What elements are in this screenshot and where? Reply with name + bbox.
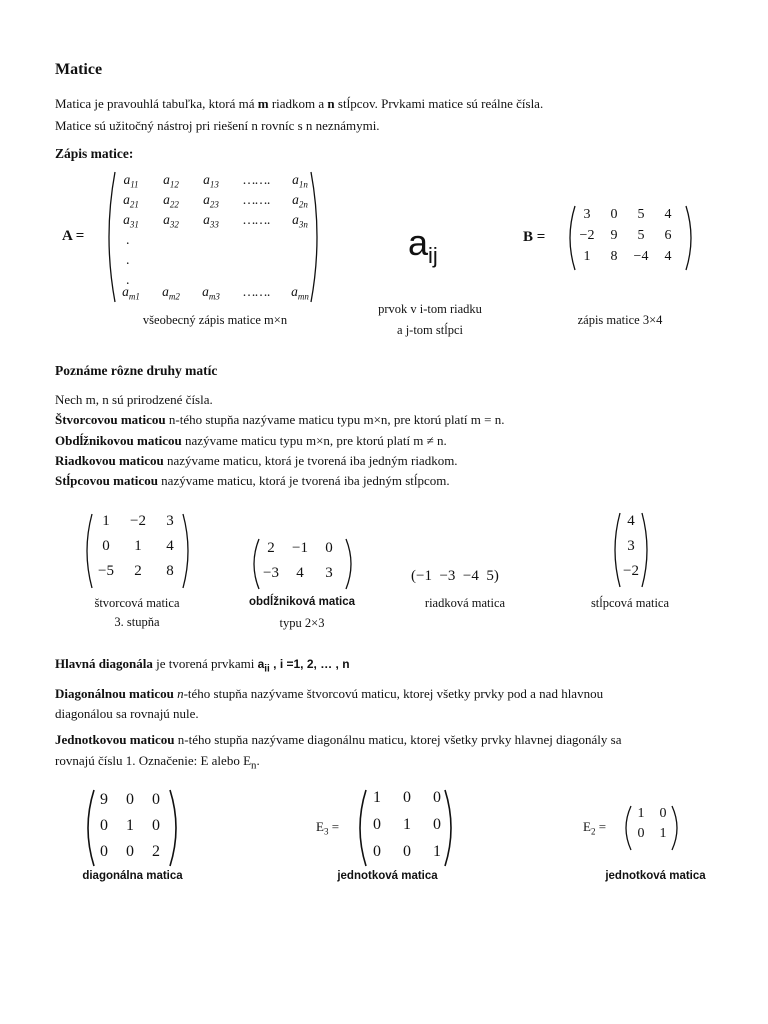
matrix-cell: 9 — [100, 791, 108, 808]
b-caption: zápis matice 3×4 — [577, 313, 663, 327]
matrix-cell: −1 — [292, 540, 308, 556]
matrix-cell: 0 — [433, 789, 441, 806]
intro-text: stĺpcov. Prvkami matice sú reálne čísla. — [334, 96, 544, 111]
element-aij — [408, 222, 438, 269]
matrix-cell: . — [126, 232, 130, 247]
druhy-heading: Poznáme rôzne druhy matíc — [55, 363, 218, 378]
item-text: nazývame maticu typu m×n, pre ktorú platí m ≠ n. — [181, 433, 447, 448]
e2-eq: = — [595, 819, 607, 834]
matrix-cell: 3 — [166, 513, 174, 529]
intro-line-1 — [55, 93, 728, 114]
matrix-cell: $a_{33}$ — [203, 212, 219, 230]
square-caption-2: 3. stupňa — [114, 615, 160, 629]
element-caption-2: a j-tom stĺpci — [397, 323, 463, 337]
matrix-b-label: B = — [523, 229, 546, 245]
matrix-cell: 6 — [664, 228, 672, 243]
right-paren — [168, 790, 182, 866]
element-base: a — [408, 222, 429, 263]
matrix-cell: 4 — [627, 513, 635, 529]
e3-sub: 3 — [323, 826, 329, 837]
matrix-cell: 0 — [152, 791, 160, 808]
matrix-cell: $a_{23}$ — [203, 192, 219, 210]
matrix-cell: 3 — [583, 207, 591, 222]
row-caption: riadková matica — [424, 596, 506, 610]
e3-letter: E — [316, 819, 324, 834]
hlavna-term: Hlavná diagonála — [55, 656, 153, 671]
matrix-cell: 4 — [296, 565, 304, 581]
matrix-cell: . — [126, 272, 130, 287]
matrix-cell: 1 — [134, 538, 142, 554]
matrix-cell: 0 — [637, 826, 645, 841]
matrix-cell: ……. — [243, 192, 271, 207]
matrix-cell: 4 — [664, 249, 672, 264]
matrix-cell: $a_{21}$ — [123, 192, 139, 210]
matrix-a-label: A = — [62, 228, 85, 244]
intro-text: Matica je pravouhlá tabuľka, ktorá má — [55, 96, 258, 111]
matrix-cell: 1 — [102, 513, 110, 529]
diag-caption: diagonálna matica — [82, 870, 183, 882]
matrix-cell: 1 — [583, 249, 591, 264]
unit-def-2 — [55, 750, 728, 777]
matrix-cell: $a_{12}$ — [163, 172, 179, 190]
matrix-cell: $a_{22}$ — [163, 192, 179, 210]
e2-letter: E — [583, 819, 591, 834]
rect-caption-2: typu 2×3 — [279, 616, 325, 630]
matrix-cell: ……. — [243, 212, 271, 227]
diagonal-def-2: diagonálou sa rovnajú nule. — [55, 706, 199, 721]
druhy-item — [55, 450, 728, 471]
intro-line-2: Matice sú užitočný nástroj pri riešení n rovníc s n neznámymi. — [55, 118, 380, 133]
e2-sub: 2 — [590, 826, 596, 837]
diagonal-term: Diagonálnou maticou — [55, 686, 174, 701]
matrix-cell: 0 — [403, 843, 411, 860]
right-paren — [684, 206, 696, 270]
matrix-cell: 1 — [659, 826, 667, 841]
matrix-cell: 5 — [637, 228, 645, 243]
matrix-cell: 5 — [637, 207, 645, 222]
matrix-cell: $a_{1n}$ — [292, 172, 308, 190]
druhy-item — [55, 470, 728, 491]
matrix-cell: . — [126, 252, 130, 267]
matrix-cell: −3 — [263, 565, 279, 581]
matrix-cell: 0 — [126, 791, 134, 808]
matrix-cell: −2 — [623, 563, 639, 579]
unit-text2: rovnajú číslu 1. Označenie: E alebo E — [55, 753, 252, 768]
matrix-cell: 4 — [166, 538, 174, 554]
item-text: nazývame maticu, ktorá je tvorená iba jedným riadkom. — [163, 453, 458, 468]
matrix-cell: 1 — [403, 816, 411, 833]
unit-sub: n — [251, 759, 257, 772]
matrix-cell: 1 — [637, 806, 645, 821]
matrix-cell: 0 — [102, 538, 110, 554]
matrix-cell: $a_{11}$ — [123, 172, 139, 190]
matrix-cell: $a_{m3}$ — [202, 284, 220, 302]
matrix-cell: 2 — [267, 540, 275, 556]
e2-label — [583, 819, 606, 837]
matrix-cell: $a_{mn}$ — [291, 284, 309, 302]
hlavna-tail: , i =1, 2, … , n — [269, 657, 350, 671]
item-term: Riadkovou maticou — [55, 453, 164, 468]
matrix-cell: 0 — [433, 816, 441, 833]
element-caption-1: prvok v i-tom riadku — [378, 302, 482, 316]
hlavna-elem: a — [257, 657, 265, 671]
matrix-cell: 0 — [100, 843, 108, 860]
diagonal-def-1 — [55, 683, 728, 704]
matrix-cell: 0 — [403, 789, 411, 806]
druhy-item — [55, 430, 728, 451]
matrix-cell: ……. — [243, 172, 271, 187]
col-caption: stĺpcová matica — [590, 596, 670, 610]
matrix-cell: 8 — [610, 249, 618, 264]
matrix-cell: $a_{m1}$ — [122, 284, 140, 302]
e3-label — [316, 819, 339, 837]
diagonal-text: -tého stupňa nazývame štvorcovú maticu, ktorej všetky prvky pod a nad hlavnou — [183, 686, 604, 701]
matrix-cell: −2 — [130, 513, 146, 529]
unit-text: n-tého stupňa nazývame diagonálnu maticu, ktorej všetky prvky hlavnej diagonály sa — [174, 732, 622, 747]
matrix-cell: 9 — [610, 228, 618, 243]
matrix-cell: $a_{m2}$ — [162, 284, 180, 302]
unit-term: Jednotkovou maticou — [55, 732, 175, 747]
item-text: nazývame maticu, ktorá je tvorená iba jedným stĺpcom. — [157, 473, 450, 488]
item-text: n-tého stupňa nazývame maticu typu m×n, pre ktorú platí m = n. — [165, 412, 505, 427]
hlavna-sub: ii — [264, 663, 270, 675]
matrix-cell: $a_{31}$ — [123, 212, 139, 230]
e3-caption: jednotková matica — [337, 870, 438, 882]
zapis-heading: Zápis matice: — [55, 146, 134, 161]
matrix-cell: $a_{32}$ — [163, 212, 179, 230]
matrix-cell: −4 — [633, 249, 649, 264]
intro-n: n — [327, 96, 335, 111]
matrix-cell: 0 — [373, 816, 381, 833]
matrix-cell: −5 — [98, 563, 114, 579]
unit-end: . — [256, 753, 260, 768]
hlavna-text: je tvorená prvkami — [152, 656, 258, 671]
page-title: Matice — [55, 61, 103, 78]
matrix-cell: 3 — [627, 538, 635, 554]
matrix-cell: 2 — [134, 563, 142, 579]
matrix-cell: 0 — [325, 540, 333, 556]
druhy-item — [55, 409, 728, 430]
matrix-cell: 8 — [166, 563, 174, 579]
matrix-cell: 0 — [126, 843, 134, 860]
matrix-cell: $a_{3n}$ — [292, 212, 308, 230]
diagonal-n: n — [173, 686, 184, 701]
e3-eq: = — [328, 819, 340, 834]
matrix-cell: 1 — [373, 789, 381, 806]
item-term: Štvorcovou maticou — [55, 412, 166, 427]
e2-caption: jednotková matica — [605, 870, 706, 882]
right-paren — [344, 539, 356, 589]
matrix-cell: 1 — [433, 843, 441, 860]
matrix-cell: 0 — [659, 806, 667, 821]
element-sub: ij — [428, 243, 438, 268]
row-vector: (−1 −3 −4 5) — [411, 568, 499, 584]
matrix-cell: 0 — [373, 843, 381, 860]
matrix-cell: −2 — [579, 228, 595, 243]
druhy-intro: Nech m, n sú prirodzené čísla. — [55, 392, 213, 407]
matrix-cell: $a_{13}$ — [203, 172, 219, 190]
rect-caption-1: obdĺžniková matica — [248, 596, 356, 608]
matrix-cell: 1 — [126, 817, 134, 834]
matrix-cell: 0 — [152, 817, 160, 834]
matrix-cell: ……. — [243, 284, 271, 299]
matrix-cell: 2 — [152, 843, 160, 860]
square-caption-1: štvorcová matica — [94, 596, 180, 610]
intro-text: riadkom a — [268, 96, 328, 111]
matrix-cell: 3 — [325, 565, 333, 581]
item-term: Obdĺžnikovou maticou — [55, 433, 182, 448]
matrix-cell: $a_{2n}$ — [292, 192, 308, 210]
matrix-cell: 0 — [100, 817, 108, 834]
general-caption: všeobecný zápis matice m×n — [142, 313, 288, 327]
matrix-cell: 4 — [664, 207, 672, 222]
matrix-cell: 0 — [610, 207, 618, 222]
item-term: Stĺpcovou maticou — [55, 473, 158, 488]
intro-m: m — [257, 96, 269, 111]
hlavna-diagonala — [55, 653, 728, 679]
unit-def-1 — [55, 729, 728, 750]
